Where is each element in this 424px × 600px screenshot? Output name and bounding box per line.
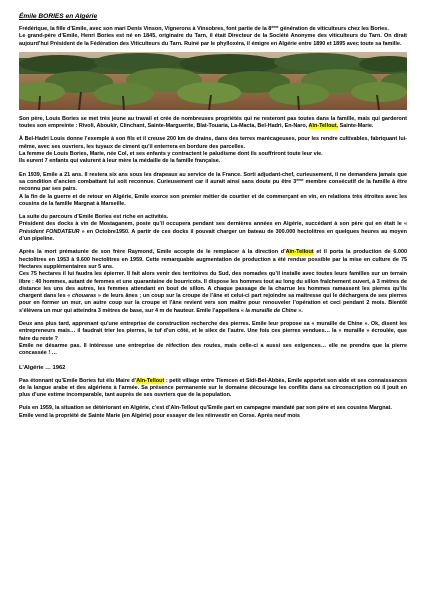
paragraph-docks: Président des docks à vin de Mostaganem, poste qu’il occupera pendant ses dernières années en Algérie, succédant à son père qui en était le « Président FONDATEUR » en Octobre1950. A partir de ces docks il pouvait charger un bateau de 300.000 hectolitres en quelques heures au moyen d’un pipeline.: [19, 221, 407, 243]
highlight-ain-tellout: Aïn-Tellout: [136, 377, 165, 384]
paragraph-maire: Pas étonnant qu’Emile Bories fut élu Maire d’Aïn-Tellout : petit village entre Tlemcen et Sidi-Bel-Abbès, Emile apportet son aide et ses connaissances de la langue arabe et des algériens à l’armée. Sa présence permanente sur le domaine décourage les conflits dans sa circonscription où il jouit en plus d’une estime incomparable, tant auprès de ses ouvriers que de la population.: [19, 377, 407, 399]
paragraph-sainte-marie: Emile vend la propriété de Sainte Marie (en Algérie) pour essayer de les réinvestir en Corse. Après neuf mois: [19, 412, 300, 419]
highlight-ain-tellout: Aïn-Tellout: [308, 123, 337, 130]
paragraph-henri-bories: Le grand-père d’Emile, Henri Bories est né en 1845, originaire du Tarn, il était Directeur de la Société Anonyme des viticulteurs du Tarn. On dirait aujourd’hui Président de la Fédération des Viticulteurs du Tarn. Ruiné par le phylloxéra, il émigre en Algérie entre 1890 et 1895 avec toute sa famille.: [19, 33, 407, 47]
paragraph-epierrer: Ces 75 hectares il lui faudra les épierrer. Il fait alors venir des territoires du Sud, des nomades qu’il installe avec toutes leurs familles sur un terrain libre : 40 hommes, autant de femmes et une quarantaine de bourricots. Il dispose les hommes tout au long du sillon fraîchement ouvert, à 3 mètres de distance les uns des autres, les femmes attendant en bout de sillon. A chaque passage de la charrue les hommes ramassent les pierres qu’ils chargent dans les « chouaras » de leurs ânes ; un coup sur la croupe de l’âne et celui-ci part rejoindre sa maîtresse qui le déchargera de ses pierres pour en former un mur, un autre coup sur la croupe et l’âne revient vers son maître pour renouveler l’opération et ceci pendant 2 mois. Bientôt s’élèvera un mur qui atteindra 3 mètres de base, sur 4 m de hauteur. Emile l’appellera « la muraille de Chine ».: [19, 271, 407, 314]
section-heading-algerie-1962: L’Algérie … 1962: [19, 364, 66, 371]
document-title: Émile BORIES en Algérie: [19, 13, 98, 20]
paragraph-louis-bories: Son père, Louis Bories se met très jeune au travail et crée de nombreuses propriétés qui ne resteront pas toutes dans la famille, mais qui garderont toutes son empreinte : Rivoli, Aboukir, Clinchant, Sainte-Marguerite, Blat-Touaria, La-Macta, Bel-Hadri, En-Naro, Aïn-Tellout, Sainte-Marie.: [19, 115, 407, 130]
paragraph-frederique: Frédérique, la fille d’Emile, avec son mari Denis Vinson, Vignerons à Vinsobres, font partie de la 8ème génération de viticulteurs chez les Bories.: [19, 25, 389, 32]
paragraph-muraille: Deux ans plus tard, apprenant qu’une entreprise de construction recherche des pierres. Emile leur propose sa « muraille de Chine ». Ok, disent les entrepreneurs mais… il faudrait trier les pierres, le tuf d’un côté, et le silex de l’autre. Une fois ces pierres vendues… la « muraille » écroulée, que faire du reste ?: [19, 321, 407, 342]
vineyard-photo: [19, 52, 407, 110]
paragraph-bel-hadri-3: Ils eurent 7 enfants qui valurent à leur mère la médaille de la famille française.: [19, 158, 221, 165]
paragraph-emile-desarme: Emile ne désarme pas. Il intéresse une entreprise de réfection des routes, mais celle-ci a aussi ses exigences… elle ne prendra que la pierre concassée ! …: [19, 342, 407, 357]
paragraph-bel-hadri-1: À Bel-Hadri Louis donne l’exemple à son fils et il creuse 200 km de drains, dans des terres marécageuses, pour les rendre cultivables, fabriquant lui-même, avec ses ouvriers, les tuyaux de ciment qu’il enterrera en bordure des parcelles.: [19, 136, 407, 150]
paragraph-courtier: A la fin de la guerre et de retour en Algérie, Emile exerce son premier métier de courtier et de commerçant en vin, en relations très étroites avec les cousins de la famille Margnat à Marseille.: [19, 193, 407, 207]
paragraph-1939: En 1939, Emile a 21 ans. Il restera six ans sous les drapeaux au service de la France. Sorti adjudant-chef, curieusement, il ne demandera jamais que sa condition d’ancien combattant lui soit reconnue. Curieusement car il aurait ainsi sans doute pu être 3ème membre consécutif de la famille à être reconnu par ses pairs.: [19, 171, 407, 193]
paragraph-suite-parcours: La suite du parcours d’Emile Bories est riche en activités.: [19, 214, 169, 221]
paragraph-bel-hadri-2: La femme de Louis Bories, Marie, née Col, et ses enfants y contractent le paludisme dont ils souffriront toute leur vie.: [19, 151, 323, 158]
document-page: [19, 13, 407, 420]
paragraph-1959: Puis en 1959, la situation se détériorant en Algérie, c’est d’Aïn-Tellout qu’Emile part en campagne mandaté par son père et ses cousins Margnat.: [19, 405, 392, 412]
paragraph-raymond: Après la mort prématurée de son frère Raymond, Emile accepte de le remplacer à la direction d’Aïn-Tellout et il porta la production de 6.000 hectolitres en 1953 à 9.600 hectolitres en 1959. Cette remarquable augmentation de production a été rendue possible par la mise en culture de 75 Hectares supplémentaires sur 5 ans.: [19, 249, 408, 270]
highlight-ain-tellout: Aïn-Tellout: [285, 249, 314, 256]
